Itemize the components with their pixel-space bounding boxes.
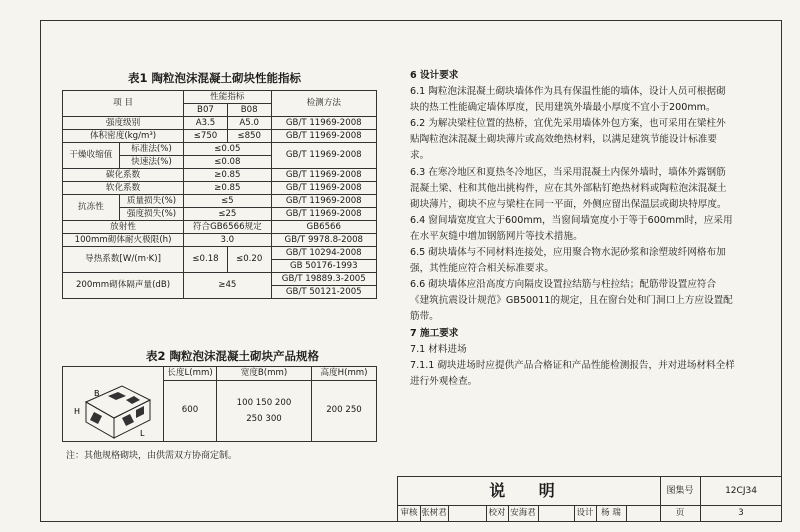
- paragraph: 6.5 砌块墙体与不同材料连接处，应用聚合物水泥砂浆和涂塑玻纤网格布加强，其性能应符合相关标准要求。: [410, 247, 726, 275]
- signature: [448, 506, 487, 521]
- signature: [626, 506, 661, 521]
- sheet-title: 说 明: [398, 477, 661, 505]
- paragraph: 6.4 窗间墙宽度宜大于600mm，当窗间墙宽度小于等于600mm时，应采用在水平灰缝中增加钢筋网片等技术措施。: [410, 214, 733, 242]
- table-row: 软化系数 ≥0.85 GB/T 11969-2008: [63, 182, 377, 195]
- signature: [538, 506, 575, 521]
- table-row: 放射性 符合GB6566规定 GB6566: [63, 221, 377, 234]
- col-perf: 性能指标: [184, 91, 271, 104]
- atlas-label: 图集号: [660, 477, 701, 505]
- title-block: 说 明 图集号 12CJ34 审核 张树君 校对 安海君 设计 杨 瑞 页 3: [397, 476, 781, 521]
- paragraph: 6.3 在寒冷地区和夏热冬冷地区，当采用混凝土内保外墙时，墙体外露钢筋混凝土梁、柱和其他出挑构件，应在其外部粘钉绝热材料或陶粒泡沫混凝土砌块薄片，砌块不应与梁柱在同一平面，外侧应留出保温层或砌块特厚度。: [410, 166, 727, 210]
- table-row: GB 50176-1993: [63, 260, 377, 273]
- table-row: 导热系数[W/(m·K)] ≤0.18 ≤0.20 GB/T 10294-2008: [63, 247, 377, 260]
- svg-text:B: B: [94, 389, 100, 398]
- table-row: 干燥收缩值 标准法(%) ≤0.05 GB/T 11969-2008: [63, 143, 377, 156]
- subsection-heading: 7.1 材料进场: [410, 343, 467, 355]
- table-row: 抗冻性 质量损失(%) ≤5 GB/T 11969-2008: [63, 195, 377, 208]
- svg-text:H: H: [74, 407, 81, 416]
- table-note: 注：其他规格砌块，由供需双方协商定制。: [66, 451, 238, 461]
- table-row: 体积密度(kg/m³) ≤750 ≤850 GB/T 11969-2008: [63, 130, 377, 143]
- table-row: 100mm砌体耐火极限(h) 3.0 GB/T 9978.8-2008: [63, 234, 377, 247]
- spec-table: 长度L(mm) 宽度B(mm) 高度H(mm) 600 100 150 200 250 300 200 250: [62, 366, 377, 442]
- paragraph: 6.6 砌块墙体应沿高度方向隔皮设置拉结筋与柱拉结；配筋带设置应符合《建筑抗震设计规范》GB50011的规定，且在窗台处和门洞口上方应设置配筋带。: [410, 279, 733, 323]
- table-row: 强度级别 A3.5 A5.0 GB/T 11969-2008: [63, 117, 377, 130]
- col-b08: B08: [227, 104, 271, 117]
- table-row: 快速法(%) ≤0.08: [63, 156, 377, 169]
- table2-title: 表2 陶粒泡沫混凝土砌块产品规格: [146, 349, 320, 363]
- section-6-heading: 6 设计要求: [410, 70, 459, 81]
- block-isometric-drawing: [72, 374, 158, 444]
- paragraph: 7.1.1 砌块进场时应提供产品合格证和产品性能检测报告，并对进场材料全样进行外观检查。: [410, 359, 735, 387]
- col-method: 检测方法: [271, 91, 376, 117]
- col-item: 项 目: [63, 91, 184, 117]
- design-text: [410, 68, 735, 390]
- table-row: 碳化系数 ≥0.85 GB/T 11969-2008: [63, 169, 377, 182]
- section-7-heading: 7 施工要求: [410, 327, 459, 339]
- atlas-number: 12CJ34: [725, 486, 757, 496]
- performance-table: [62, 90, 377, 299]
- table-row: 强度损失(%) ≤25 GB/T 11969-2008: [63, 208, 377, 221]
- paragraph: 6.2 为解决梁柱位置的热桥，宜优先采用墙体外包方案，也可采用在梁柱外贴陶粒泡沫混凝土砌块薄片或高效绝热材料，以满足建筑节能设计标准要求。: [410, 118, 726, 162]
- col-b07: B07: [184, 104, 228, 117]
- table1-title: 表1 陶粒泡沫混凝土砌块性能指标: [128, 71, 302, 85]
- table-row: 200mm砌体隔声量(dB) ≥45 GB/T 19889.3-2005: [63, 273, 377, 286]
- table-row: GB/T 50121-2005: [63, 286, 377, 299]
- svg-text:L: L: [140, 429, 145, 438]
- paragraph: 6.1 陶粒泡沫混凝土砌块墙体作为具有保温性能的墙体，设计人员可根据砌块的热工性能确定墙体厚度，民用建筑外墙最小厚度不宜小于200mm。: [410, 86, 726, 114]
